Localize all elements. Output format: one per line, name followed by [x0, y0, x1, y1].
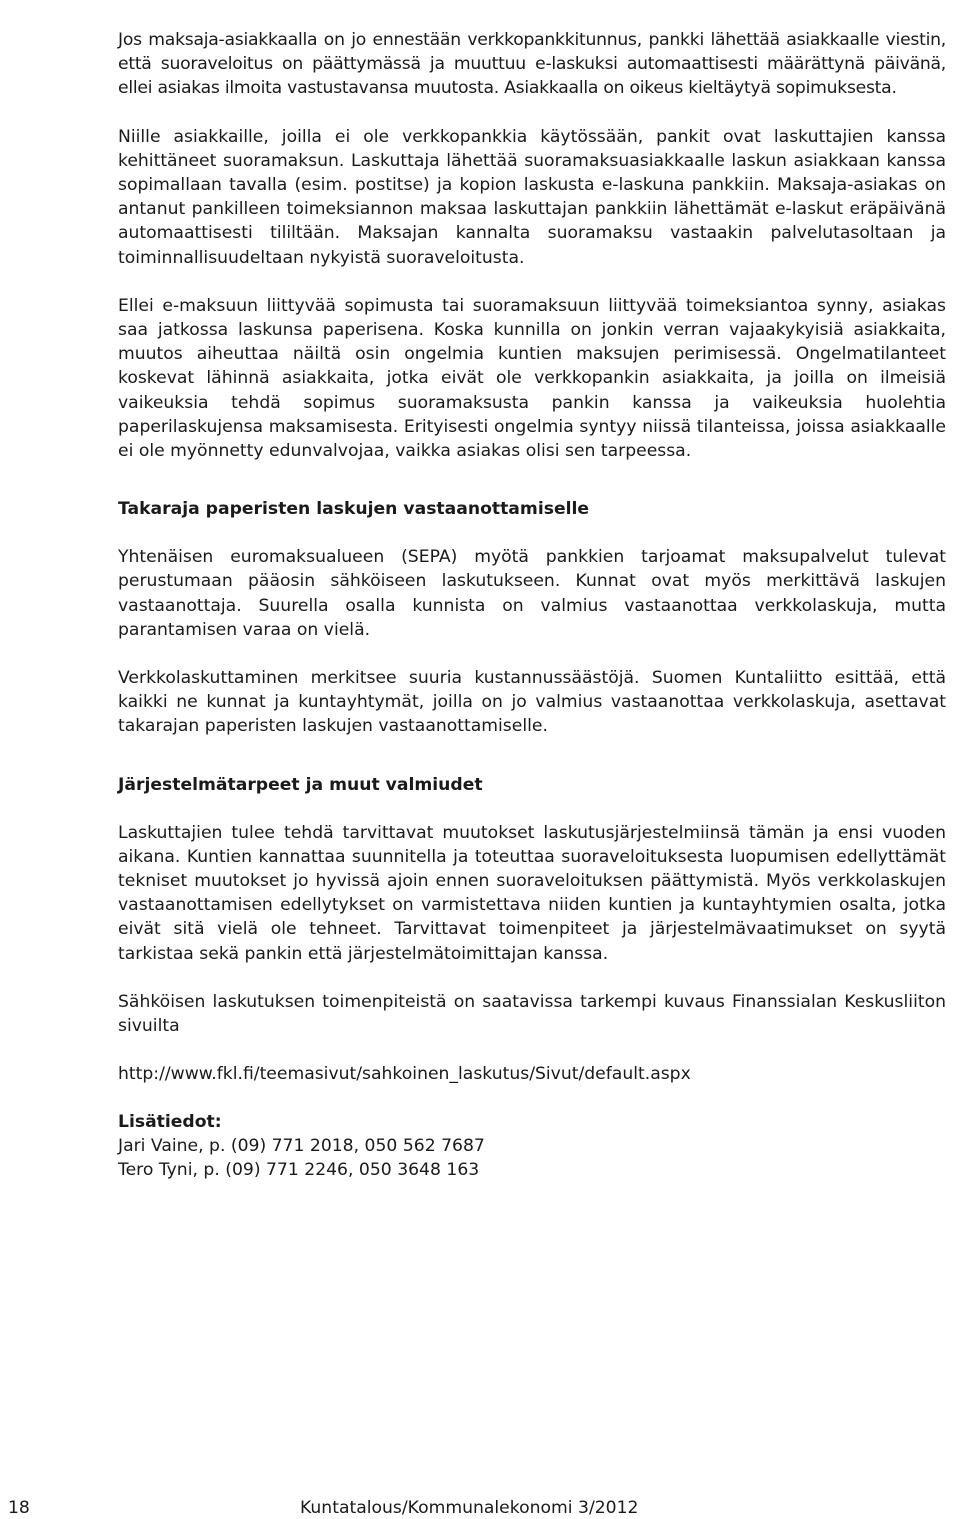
contact-person: Tero Tyni, p. (09) 771 2246, 050 3648 163: [118, 1160, 480, 1181]
section-heading-system-needs: Järjestelmätarpeet ja muut valmiudet: [118, 774, 483, 795]
paragraph-direct-payment: Niille asiakkaille, joilla ei ole verkkopankkia käytössään, pankit ovat laskuttajien kanssa kehittäneet suoramaksun. Laskuttaja lähettää suoramaksuasiakkaalle laskun asiakkaan kanssa sopimallaan tavalla (esim. postitse) ja kopion laskusta e-laskuna pankkiin. Maksaja-asiakas on antanut pankilleen toimeksiannon maksaa laskuttajan pankkiin lähettämät e-laskut eräpäivänä automaattisesti tililtään. Maksajan kannalta suoramaksu vastaakin palvelutasoltaan ja toiminnallisuudeltaan nykyistä suoraveloitusta.: [118, 126, 946, 268]
publication-footer: Kuntatalous/Kommunalekonomi 3/2012: [300, 1498, 639, 1518]
section-heading-deadline: Takaraja paperisten laskujen vastaanottamiselle: [118, 499, 590, 520]
reference-url[interactable]: http://www.fkl.fi/teemasivut/sahkoinen_laskutus/Sivut/default.aspx: [118, 1064, 691, 1085]
paragraph-cost-savings: Verkkolaskuttaminen merkitsee suuria kustannussäästöjä. Suomen Kuntaliitto esittää, että kaikki ne kunnat ja kuntayhtymät, joilla on jo valmius vastaanottaa verkkolaskuja, asettavat takarajan paperisten laskujen vastaanottamiselle.: [118, 668, 946, 737]
paragraph-e-invoice-transition: Jos maksaja-asiakkaalla on jo ennestään verkkopankkitunnus, pankki lähettää asiakkaalle viestin, että suoraveloitus on päättymässä ja muuttuu e-laskuksi automaattisesti määrättynä päivänä, ellei asiakas ilmoita vastustavansa muutosta. Asiakkaalla on oikeus kieltäytyä sopimuksesta.: [118, 30, 946, 99]
paragraph-sepa: Yhtenäisen euromaksualueen (SEPA) myötä pankkien tarjoamat maksupalvelut tulevat perustumaan pääosin sähköiseen laskutukseen. Kunnat ovat myös merkittävä laskujen vastaanottaja. Suurella osalla kunnista on valmius vastaanottaa verkkolaskuja, mutta parantamisen varaa on vielä.: [118, 547, 946, 640]
paragraph-more-info: Sähköisen laskutuksen toimenpiteistä on saatavissa tarkempi kuvaus Finanssialan Keskusliiton sivuilta: [118, 991, 946, 1037]
contact-heading: Lisätiedot:: [118, 1112, 222, 1133]
page-body: [118, 28, 946, 1182]
contact-block: [118, 1110, 946, 1182]
paragraph-paper-invoices: Ellei e-maksuun liittyvää sopimusta tai suoramaksuun liittyvää toimeksiantoa synny, asiakas saa jatkossa laskunsa paperisena. Koska kunnilla on jonkin verran vajaakykyisiä asiakkaita, muutos aiheuttaa näiltä osin ongelmia kuntien maksujen perimisessä. Ongelmatilanteet koskevat lähinnä asiakkaita, jotka eivät ole verkkopankin asiakkaita, ja joilla on ilmeisiä vaikeuksia tehdä sopimus suoramaksusta pankin kanssa ja vaikeuksia huolehtia paperilaskujensa maksamisesta. Erityisesti ongelmia syntyy niissä tilanteissa, joissa asiakkaalle ei ole myönnetty edunvalvojaa, vaikka asiakas olisi sen tarpeessa.: [118, 295, 946, 462]
contact-person: Jari Vaine, p. (09) 771 2018, 050 562 7687: [118, 1136, 485, 1157]
page-number: 18: [8, 1498, 30, 1518]
paragraph-system-changes: Laskuttajien tulee tehdä tarvittavat muutokset laskutusjärjestelmiinsä tämän ja ensi vuoden aikana. Kuntien kannattaa suunnitella ja toteuttaa suoraveloituksesta luopumisen edellyttämät tekniset muutokset jo hyvissä ajoin ennen suoraveloituksen päättymistä. Myös verkkolaskujen vastaanottamisen edellytykset on varmistettava niiden kuntien ja kuntayhtymien osalta, jotka eivät sitä vielä ole tehneet. Tarvittavat toimenpiteet ja järjestelmävaatimukset on syytä tarkistaa sekä pankin että järjestelmätoimittajan kanssa.: [118, 822, 946, 964]
